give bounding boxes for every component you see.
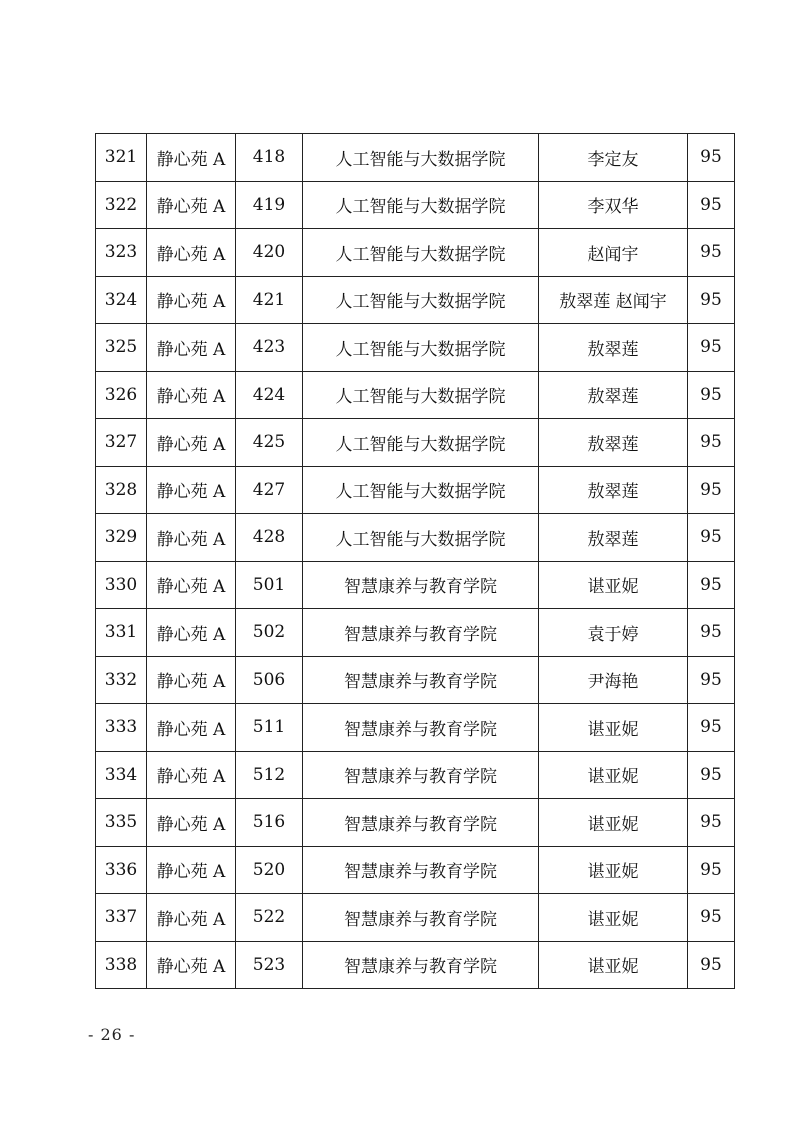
building-cell: 静心苑 A (147, 134, 236, 182)
staff-cell: 李定友 (539, 134, 688, 182)
building-cell: 静心苑 A (147, 419, 236, 467)
score-cell: 95 (688, 799, 735, 847)
row-number-cell: 325 (96, 324, 147, 372)
college-cell: 智慧康养与教育学院 (303, 799, 539, 847)
building-cell: 静心苑 A (147, 799, 236, 847)
building-cell: 静心苑 A (147, 894, 236, 942)
table-row (96, 324, 735, 372)
score-cell: 95 (688, 751, 735, 799)
row-number-cell: 331 (96, 609, 147, 657)
room-cell: 501 (236, 561, 303, 609)
room-cell: 511 (236, 704, 303, 752)
staff-cell: 谌亚妮 (539, 846, 688, 894)
row-number-cell: 322 (96, 181, 147, 229)
college-cell: 人工智能与大数据学院 (303, 181, 539, 229)
college-cell: 人工智能与大数据学院 (303, 134, 539, 182)
college-cell: 智慧康养与教育学院 (303, 704, 539, 752)
building-cell: 静心苑 A (147, 229, 236, 277)
college-cell: 人工智能与大数据学院 (303, 276, 539, 324)
table-row (96, 799, 735, 847)
room-cell: 421 (236, 276, 303, 324)
staff-cell: 谌亚妮 (539, 894, 688, 942)
score-cell: 95 (688, 656, 735, 704)
staff-cell: 谌亚妮 (539, 941, 688, 989)
room-cell: 512 (236, 751, 303, 799)
college-cell: 智慧康养与教育学院 (303, 609, 539, 657)
table-row (96, 846, 735, 894)
staff-cell: 袁于婷 (539, 609, 688, 657)
college-cell: 人工智能与大数据学院 (303, 514, 539, 562)
table-row (96, 894, 735, 942)
room-cell: 520 (236, 846, 303, 894)
staff-cell: 赵闻宇 (539, 229, 688, 277)
table-row (96, 229, 735, 277)
college-cell: 人工智能与大数据学院 (303, 466, 539, 514)
score-cell: 95 (688, 229, 735, 277)
row-number-cell: 321 (96, 134, 147, 182)
room-cell: 427 (236, 466, 303, 514)
building-cell: 静心苑 A (147, 371, 236, 419)
table-row (96, 656, 735, 704)
score-cell: 95 (688, 419, 735, 467)
score-cell: 95 (688, 324, 735, 372)
row-number-cell: 323 (96, 229, 147, 277)
room-cell: 516 (236, 799, 303, 847)
row-number-cell: 335 (96, 799, 147, 847)
staff-cell: 敖翠莲 (539, 419, 688, 467)
table-row (96, 181, 735, 229)
row-number-cell: 336 (96, 846, 147, 894)
staff-cell: 敖翠莲 (539, 371, 688, 419)
row-number-cell: 328 (96, 466, 147, 514)
room-cell: 502 (236, 609, 303, 657)
building-cell: 静心苑 A (147, 751, 236, 799)
table-row (96, 704, 735, 752)
college-cell: 智慧康养与教育学院 (303, 561, 539, 609)
building-cell: 静心苑 A (147, 466, 236, 514)
staff-cell: 谌亚妮 (539, 799, 688, 847)
score-cell: 95 (688, 181, 735, 229)
building-cell: 静心苑 A (147, 276, 236, 324)
table-row (96, 941, 735, 989)
college-cell: 智慧康养与教育学院 (303, 751, 539, 799)
room-cell: 424 (236, 371, 303, 419)
building-cell: 静心苑 A (147, 846, 236, 894)
score-cell: 95 (688, 276, 735, 324)
staff-cell: 尹海艳 (539, 656, 688, 704)
table-row (96, 514, 735, 562)
building-cell: 静心苑 A (147, 941, 236, 989)
row-number-cell: 329 (96, 514, 147, 562)
staff-cell: 敖翠莲 (539, 466, 688, 514)
score-cell: 95 (688, 466, 735, 514)
college-cell: 智慧康养与教育学院 (303, 656, 539, 704)
room-cell: 428 (236, 514, 303, 562)
staff-cell: 敖翠莲 (539, 324, 688, 372)
row-number-cell: 330 (96, 561, 147, 609)
row-number-cell: 324 (96, 276, 147, 324)
college-cell: 人工智能与大数据学院 (303, 419, 539, 467)
room-cell: 523 (236, 941, 303, 989)
building-cell: 静心苑 A (147, 181, 236, 229)
table-body (96, 134, 735, 989)
table-row (96, 419, 735, 467)
row-number-cell: 338 (96, 941, 147, 989)
college-cell: 人工智能与大数据学院 (303, 324, 539, 372)
room-cell: 425 (236, 419, 303, 467)
score-cell: 95 (688, 609, 735, 657)
score-cell: 95 (688, 561, 735, 609)
dormitory-score-table (95, 133, 735, 989)
staff-cell: 谌亚妮 (539, 561, 688, 609)
staff-cell: 谌亚妮 (539, 704, 688, 752)
score-cell: 95 (688, 894, 735, 942)
score-cell: 95 (688, 704, 735, 752)
row-number-cell: 334 (96, 751, 147, 799)
score-cell: 95 (688, 514, 735, 562)
table-row (96, 561, 735, 609)
row-number-cell: 332 (96, 656, 147, 704)
table-row (96, 276, 735, 324)
staff-cell: 敖翠莲 (539, 514, 688, 562)
building-cell: 静心苑 A (147, 704, 236, 752)
score-cell: 95 (688, 941, 735, 989)
score-cell: 95 (688, 846, 735, 894)
room-cell: 522 (236, 894, 303, 942)
staff-cell: 敖翠莲 赵闻宇 (539, 276, 688, 324)
room-cell: 506 (236, 656, 303, 704)
college-cell: 智慧康养与教育学院 (303, 846, 539, 894)
table-row (96, 609, 735, 657)
row-number-cell: 333 (96, 704, 147, 752)
staff-cell: 李双华 (539, 181, 688, 229)
table-row (96, 751, 735, 799)
staff-cell: 谌亚妮 (539, 751, 688, 799)
room-cell: 418 (236, 134, 303, 182)
college-cell: 人工智能与大数据学院 (303, 371, 539, 419)
building-cell: 静心苑 A (147, 514, 236, 562)
college-cell: 智慧康养与教育学院 (303, 894, 539, 942)
room-cell: 419 (236, 181, 303, 229)
building-cell: 静心苑 A (147, 609, 236, 657)
college-cell: 人工智能与大数据学院 (303, 229, 539, 277)
college-cell: 智慧康养与教育学院 (303, 941, 539, 989)
room-cell: 423 (236, 324, 303, 372)
room-cell: 420 (236, 229, 303, 277)
building-cell: 静心苑 A (147, 656, 236, 704)
score-cell: 95 (688, 371, 735, 419)
row-number-cell: 327 (96, 419, 147, 467)
table-row (96, 371, 735, 419)
row-number-cell: 326 (96, 371, 147, 419)
page-number: - 26 - (88, 1025, 136, 1044)
building-cell: 静心苑 A (147, 561, 236, 609)
building-cell: 静心苑 A (147, 324, 236, 372)
table-row (96, 134, 735, 182)
table-row (96, 466, 735, 514)
score-cell: 95 (688, 134, 735, 182)
row-number-cell: 337 (96, 894, 147, 942)
